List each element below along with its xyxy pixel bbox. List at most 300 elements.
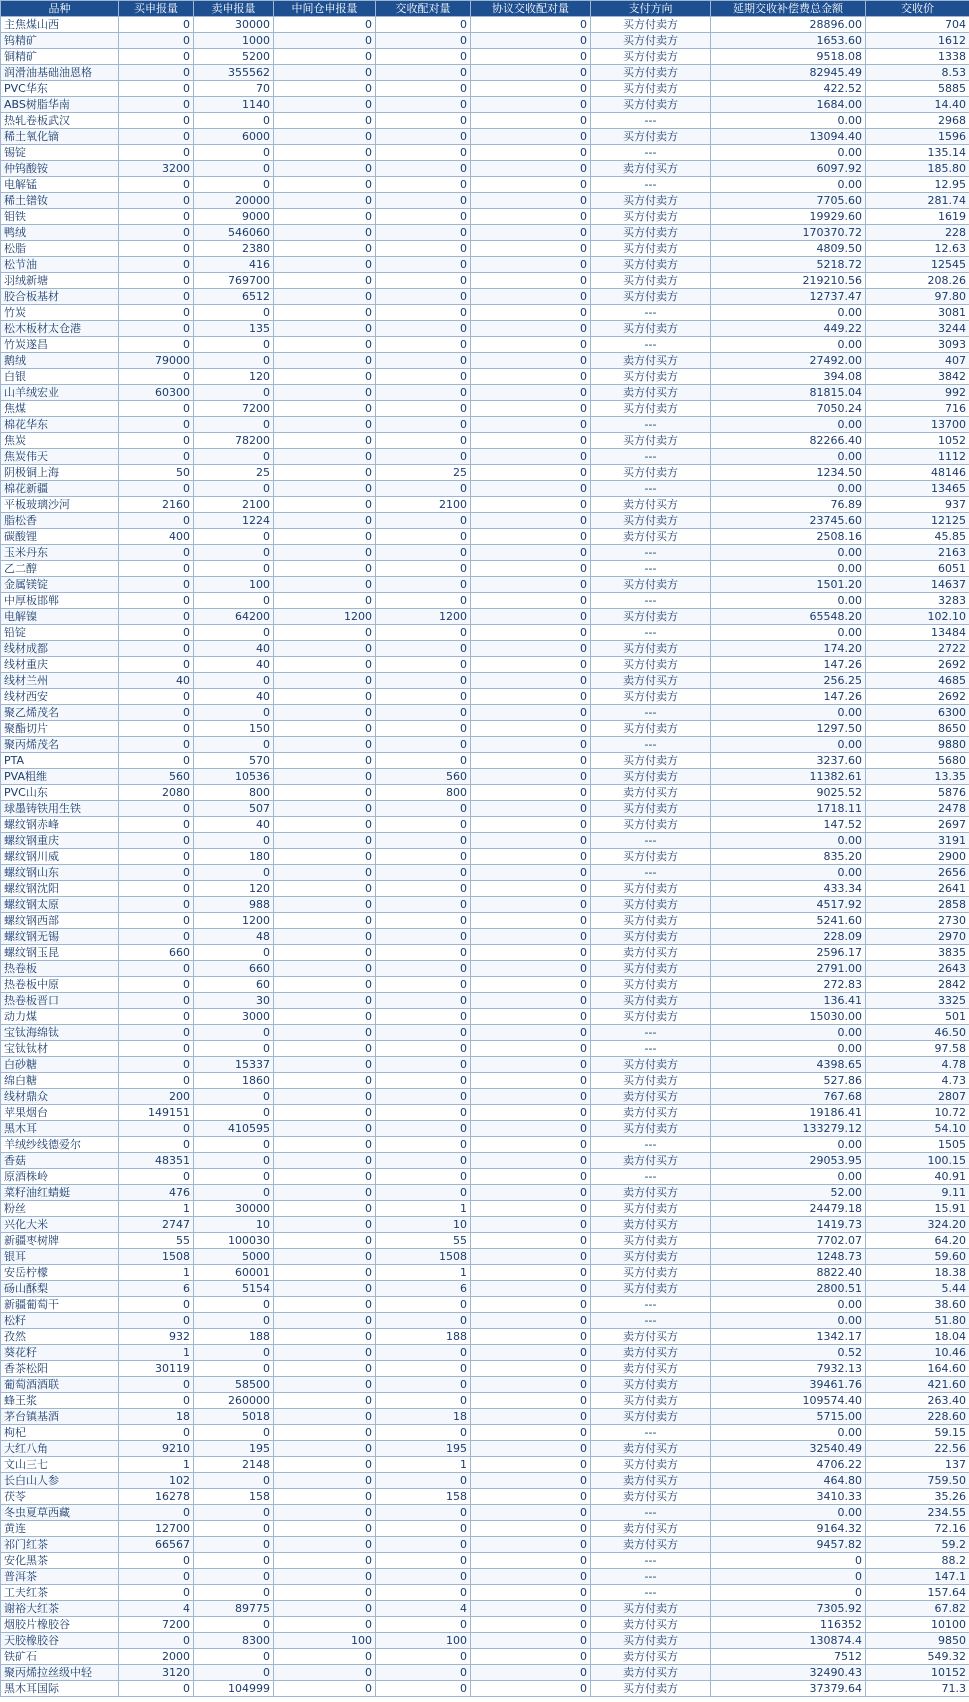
cell-variety: PVC华东: [1, 81, 119, 97]
cell-buy-qty: 1508: [119, 1249, 194, 1265]
cell-sell-qty: 0: [194, 1649, 274, 1665]
cell-middle-qty: 0: [274, 1233, 376, 1249]
table-row: [1, 1201, 969, 1217]
cell-sell-qty: 0: [194, 865, 274, 881]
cell-variety: 螺纹钢玉昆: [1, 945, 119, 961]
cell-middle-qty: 0: [274, 497, 376, 513]
cell-compensation: 0: [711, 1553, 866, 1569]
cell-buy-qty: 0: [119, 1553, 194, 1569]
cell-price: 88.2: [866, 1553, 969, 1569]
cell-sell-qty: 0: [194, 1169, 274, 1185]
cell-price: 18.04: [866, 1329, 969, 1345]
cell-variety: 绵白糖: [1, 1073, 119, 1089]
cell-match-qty: 0: [376, 145, 471, 161]
cell-price: 4.73: [866, 1073, 969, 1089]
cell-match-qty: 0: [376, 1649, 471, 1665]
cell-buy-qty: 0: [119, 961, 194, 977]
cell-agreement-qty: 0: [471, 1121, 591, 1137]
cell-pay-direction: ---: [591, 145, 711, 161]
cell-compensation: 0.00: [711, 1425, 866, 1441]
cell-match-qty: 0: [376, 705, 471, 721]
cell-price: 2970: [866, 929, 969, 945]
cell-middle-qty: 0: [274, 289, 376, 305]
cell-variety: 银耳: [1, 1249, 119, 1265]
cell-agreement-qty: 0: [471, 1137, 591, 1153]
cell-middle-qty: 0: [274, 1425, 376, 1441]
cell-agreement-qty: 0: [471, 977, 591, 993]
cell-variety: 安岳柠檬: [1, 1265, 119, 1281]
cell-agreement-qty: 0: [471, 785, 591, 801]
cell-price: 13.35: [866, 769, 969, 785]
cell-buy-qty: 0: [119, 1313, 194, 1329]
table-row: [1, 1489, 969, 1505]
cell-price: 12125: [866, 513, 969, 529]
table-row: [1, 33, 969, 49]
cell-middle-qty: 0: [274, 321, 376, 337]
cell-price: 13465: [866, 481, 969, 497]
cell-middle-qty: 0: [274, 225, 376, 241]
table-row: [1, 1601, 969, 1617]
cell-compensation: 3237.60: [711, 753, 866, 769]
cell-agreement-qty: 0: [471, 1057, 591, 1073]
cell-buy-qty: 0: [119, 481, 194, 497]
cell-agreement-qty: 0: [471, 833, 591, 849]
table-row: [1, 1457, 969, 1473]
cell-sell-qty: 0: [194, 1537, 274, 1553]
cell-buy-qty: 0: [119, 97, 194, 113]
cell-middle-qty: 0: [274, 1505, 376, 1521]
cell-sell-qty: 0: [194, 737, 274, 753]
cell-compensation: 19929.60: [711, 209, 866, 225]
cell-compensation: 1653.60: [711, 33, 866, 49]
cell-sell-qty: 1224: [194, 513, 274, 529]
cell-buy-qty: 0: [119, 17, 194, 33]
cell-buy-qty: 0: [119, 1377, 194, 1393]
cell-compensation: 0.00: [711, 1297, 866, 1313]
cell-middle-qty: 0: [274, 257, 376, 273]
cell-compensation: 0.00: [711, 593, 866, 609]
cell-sell-qty: 2148: [194, 1457, 274, 1473]
cell-agreement-qty: 0: [471, 1649, 591, 1665]
cell-sell-qty: 0: [194, 593, 274, 609]
cell-pay-direction: 买方付卖方: [591, 609, 711, 625]
cell-price: 164.60: [866, 1361, 969, 1377]
cell-middle-qty: 0: [274, 353, 376, 369]
cell-buy-qty: 48351: [119, 1153, 194, 1169]
cell-compensation: 32490.43: [711, 1665, 866, 1681]
cell-variety: ABS树脂华南: [1, 97, 119, 113]
cell-variety: 焦炭: [1, 433, 119, 449]
cell-agreement-qty: 0: [471, 849, 591, 865]
cell-variety: 棉花新疆: [1, 481, 119, 497]
cell-price: 228.60: [866, 1409, 969, 1425]
cell-sell-qty: 3000: [194, 1009, 274, 1025]
cell-variety: 钼铁: [1, 209, 119, 225]
cell-variety: 稀土氧化镝: [1, 129, 119, 145]
cell-middle-qty: 0: [274, 433, 376, 449]
cell-sell-qty: 10: [194, 1217, 274, 1233]
cell-match-qty: 0: [376, 481, 471, 497]
table-row: [1, 17, 969, 33]
cell-variety: 宝钛钛材: [1, 1041, 119, 1057]
cell-price: 208.26: [866, 273, 969, 289]
cell-buy-qty: 0: [119, 1633, 194, 1649]
cell-variety: 蜂王浆: [1, 1393, 119, 1409]
cell-compensation: 0.00: [711, 561, 866, 577]
cell-buy-qty: 932: [119, 1329, 194, 1345]
cell-pay-direction: 卖方付买方: [591, 1345, 711, 1361]
cell-price: 9880: [866, 737, 969, 753]
cell-price: 6300: [866, 705, 969, 721]
cell-match-qty: 0: [376, 1553, 471, 1569]
cell-compensation: 0.00: [711, 449, 866, 465]
cell-variety: 仲钨酸铵: [1, 161, 119, 177]
cell-variety: 螺纹钢重庆: [1, 833, 119, 849]
cell-pay-direction: 买方付卖方: [591, 1009, 711, 1025]
cell-buy-qty: 0: [119, 993, 194, 1009]
cell-agreement-qty: 0: [471, 497, 591, 513]
table-row: [1, 1633, 969, 1649]
table-row: [1, 433, 969, 449]
cell-agreement-qty: 0: [471, 897, 591, 913]
cell-middle-qty: 0: [274, 417, 376, 433]
cell-sell-qty: 120: [194, 369, 274, 385]
cell-match-qty: 0: [376, 1153, 471, 1169]
cell-sell-qty: 40: [194, 689, 274, 705]
cell-agreement-qty: 0: [471, 1537, 591, 1553]
cell-middle-qty: 0: [274, 801, 376, 817]
cell-sell-qty: 0: [194, 385, 274, 401]
cell-match-qty: 0: [376, 193, 471, 209]
cell-middle-qty: 0: [274, 1409, 376, 1425]
cell-variety: PTA: [1, 753, 119, 769]
cell-middle-qty: 0: [274, 641, 376, 657]
cell-buy-qty: 400: [119, 529, 194, 545]
cell-pay-direction: 卖方付买方: [591, 1153, 711, 1169]
cell-sell-qty: 0: [194, 1105, 274, 1121]
cell-variety: 葡萄酒酒联: [1, 1377, 119, 1393]
cell-compensation: 9518.08: [711, 49, 866, 65]
cell-pay-direction: 买方付卖方: [591, 209, 711, 225]
cell-sell-qty: 0: [194, 1585, 274, 1601]
cell-match-qty: 0: [376, 1377, 471, 1393]
cell-pay-direction: 卖方付买方: [591, 1089, 711, 1105]
cell-middle-qty: 0: [274, 65, 376, 81]
cell-match-qty: 0: [376, 337, 471, 353]
cell-buy-qty: 1: [119, 1265, 194, 1281]
cell-buy-qty: 0: [119, 657, 194, 673]
cell-variety: 新疆枣树牌: [1, 1233, 119, 1249]
cell-match-qty: 1: [376, 1265, 471, 1281]
cell-price: 12545: [866, 257, 969, 273]
cell-pay-direction: ---: [591, 1137, 711, 1153]
cell-buy-qty: 12700: [119, 1521, 194, 1537]
cell-pay-direction: 买方付卖方: [591, 849, 711, 865]
cell-agreement-qty: 0: [471, 1473, 591, 1489]
cell-buy-qty: 0: [119, 929, 194, 945]
table-row: [1, 849, 969, 865]
cell-agreement-qty: 0: [471, 913, 591, 929]
cell-price: 2730: [866, 913, 969, 929]
cell-pay-direction: 卖方付买方: [591, 1537, 711, 1553]
cell-compensation: 19186.41: [711, 1105, 866, 1121]
cell-buy-qty: 1: [119, 1345, 194, 1361]
cell-buy-qty: 0: [119, 417, 194, 433]
cell-price: 2656: [866, 865, 969, 881]
cell-sell-qty: 9000: [194, 209, 274, 225]
cell-match-qty: 0: [376, 625, 471, 641]
cell-sell-qty: 0: [194, 417, 274, 433]
cell-compensation: 9164.32: [711, 1521, 866, 1537]
cell-buy-qty: 18: [119, 1409, 194, 1425]
cell-buy-qty: 0: [119, 145, 194, 161]
cell-sell-qty: 1200: [194, 913, 274, 929]
cell-middle-qty: 0: [274, 961, 376, 977]
cell-agreement-qty: 0: [471, 209, 591, 225]
table-row: [1, 273, 969, 289]
cell-middle-qty: 0: [274, 1521, 376, 1537]
cell-variety: 线材鼎众: [1, 1089, 119, 1105]
cell-variety: 线材西安: [1, 689, 119, 705]
cell-match-qty: 0: [376, 881, 471, 897]
cell-variety: 热卷板中原: [1, 977, 119, 993]
cell-compensation: 5715.00: [711, 1409, 866, 1425]
cell-sell-qty: 0: [194, 1521, 274, 1537]
cell-match-qty: 0: [376, 833, 471, 849]
cell-agreement-qty: 0: [471, 1297, 591, 1313]
cell-middle-qty: 100: [274, 1633, 376, 1649]
cell-agreement-qty: 0: [471, 545, 591, 561]
cell-match-qty: 0: [376, 353, 471, 369]
cell-price: 71.3: [866, 1681, 969, 1697]
cell-buy-qty: 30119: [119, 1361, 194, 1377]
table-row: [1, 897, 969, 913]
cell-buy-qty: 0: [119, 241, 194, 257]
cell-compensation: 219210.56: [711, 273, 866, 289]
cell-match-qty: 2100: [376, 497, 471, 513]
cell-variety: 脂松香: [1, 513, 119, 529]
cell-match-qty: 0: [376, 753, 471, 769]
cell-agreement-qty: 0: [471, 465, 591, 481]
cell-compensation: 835.20: [711, 849, 866, 865]
cell-variety: 黑木耳: [1, 1121, 119, 1137]
cell-match-qty: 0: [376, 577, 471, 593]
cell-buy-qty: 0: [119, 449, 194, 465]
cell-agreement-qty: 0: [471, 417, 591, 433]
cell-match-qty: 800: [376, 785, 471, 801]
cell-variety: 烟胶片橡胶谷: [1, 1617, 119, 1633]
cell-pay-direction: ---: [591, 113, 711, 129]
cell-compensation: 0.00: [711, 337, 866, 353]
cell-compensation: 82945.49: [711, 65, 866, 81]
cell-pay-direction: 卖方付买方: [591, 1217, 711, 1233]
cell-price: 157.64: [866, 1585, 969, 1601]
cell-match-qty: 0: [376, 1009, 471, 1025]
table-row: [1, 593, 969, 609]
cell-agreement-qty: 0: [471, 1089, 591, 1105]
cell-middle-qty: 0: [274, 97, 376, 113]
cell-middle-qty: 0: [274, 1169, 376, 1185]
cell-sell-qty: 195: [194, 1441, 274, 1457]
table-row: [1, 737, 969, 753]
cell-pay-direction: 买方付卖方: [591, 433, 711, 449]
cell-match-qty: 0: [376, 209, 471, 225]
cell-pay-direction: 卖方付买方: [591, 1521, 711, 1537]
cell-compensation: 394.08: [711, 369, 866, 385]
cell-sell-qty: 30000: [194, 17, 274, 33]
cell-price: 9850: [866, 1633, 969, 1649]
cell-price: 2697: [866, 817, 969, 833]
table-row: [1, 1041, 969, 1057]
cell-buy-qty: 0: [119, 1393, 194, 1409]
cell-variety: 线材兰州: [1, 673, 119, 689]
cell-buy-qty: 2000: [119, 1649, 194, 1665]
cell-pay-direction: ---: [591, 1553, 711, 1569]
cell-match-qty: 0: [376, 929, 471, 945]
cell-variety: 鸭绒: [1, 225, 119, 241]
cell-variety: 主焦煤山西: [1, 17, 119, 33]
cell-compensation: 170370.72: [711, 225, 866, 241]
cell-compensation: 4809.50: [711, 241, 866, 257]
cell-price: 14637: [866, 577, 969, 593]
cell-price: 147.1: [866, 1569, 969, 1585]
cell-match-qty: 0: [376, 913, 471, 929]
cell-agreement-qty: 0: [471, 881, 591, 897]
cell-middle-qty: 0: [274, 1569, 376, 1585]
cell-price: 10100: [866, 1617, 969, 1633]
cell-pay-direction: 买方付卖方: [591, 289, 711, 305]
cell-pay-direction: 买方付卖方: [591, 193, 711, 209]
cell-agreement-qty: 0: [471, 145, 591, 161]
table-row: [1, 1521, 969, 1537]
cell-buy-qty: 0: [119, 129, 194, 145]
cell-pay-direction: 买方付卖方: [591, 961, 711, 977]
cell-middle-qty: 0: [274, 673, 376, 689]
cell-match-qty: 1200: [376, 609, 471, 625]
cell-price: 5680: [866, 753, 969, 769]
cell-middle-qty: 0: [274, 849, 376, 865]
cell-agreement-qty: 0: [471, 225, 591, 241]
cell-buy-qty: 0: [119, 65, 194, 81]
table-row: [1, 1009, 969, 1025]
table-row: [1, 1345, 969, 1361]
cell-variety: 螺纹钢太原: [1, 897, 119, 913]
table-row: [1, 241, 969, 257]
cell-agreement-qty: 0: [471, 1073, 591, 1089]
cell-variety: 白银: [1, 369, 119, 385]
cell-variety: 平板玻璃沙河: [1, 497, 119, 513]
cell-middle-qty: 0: [274, 1297, 376, 1313]
cell-buy-qty: 0: [119, 817, 194, 833]
cell-match-qty: 0: [376, 801, 471, 817]
cell-price: 1112: [866, 449, 969, 465]
cell-price: 324.20: [866, 1217, 969, 1233]
cell-price: 5885: [866, 81, 969, 97]
cell-compensation: 76.89: [711, 497, 866, 513]
cell-buy-qty: 9210: [119, 1441, 194, 1457]
cell-buy-qty: 0: [119, 897, 194, 913]
cell-variety: 松木板材太仓港: [1, 321, 119, 337]
cell-pay-direction: ---: [591, 1041, 711, 1057]
cell-sell-qty: 0: [194, 1569, 274, 1585]
cell-agreement-qty: 0: [471, 401, 591, 417]
cell-variety: 锡锭: [1, 145, 119, 161]
cell-compensation: 0.00: [711, 1137, 866, 1153]
col-header-middle-qty: 中间仓申报量: [274, 1, 376, 17]
cell-match-qty: 0: [376, 1169, 471, 1185]
cell-agreement-qty: 0: [471, 657, 591, 673]
cell-compensation: 527.86: [711, 1073, 866, 1089]
cell-price: 59.60: [866, 1249, 969, 1265]
cell-variety: 球墨铸铁用生铁: [1, 801, 119, 817]
cell-sell-qty: 0: [194, 1137, 274, 1153]
cell-price: 992: [866, 385, 969, 401]
cell-agreement-qty: 0: [471, 1553, 591, 1569]
cell-sell-qty: 0: [194, 113, 274, 129]
cell-buy-qty: 0: [119, 1297, 194, 1313]
cell-agreement-qty: 0: [471, 33, 591, 49]
cell-match-qty: 0: [376, 1617, 471, 1633]
cell-price: 102.10: [866, 609, 969, 625]
cell-agreement-qty: 0: [471, 481, 591, 497]
cell-match-qty: 0: [376, 1185, 471, 1201]
cell-buy-qty: 0: [119, 1569, 194, 1585]
cell-price: 2900: [866, 849, 969, 865]
cell-agreement-qty: 0: [471, 945, 591, 961]
table-row: [1, 81, 969, 97]
table-row: [1, 1377, 969, 1393]
cell-compensation: 147.26: [711, 657, 866, 673]
cell-pay-direction: ---: [591, 337, 711, 353]
cell-compensation: 0.00: [711, 865, 866, 881]
cell-middle-qty: 0: [274, 1441, 376, 1457]
cell-pay-direction: 买方付卖方: [591, 769, 711, 785]
cell-pay-direction: ---: [591, 417, 711, 433]
col-header-buy-qty: 买申报量: [119, 1, 194, 17]
cell-compensation: 0.00: [711, 481, 866, 497]
table-row: [1, 1185, 969, 1201]
cell-match-qty: 188: [376, 1329, 471, 1345]
cell-middle-qty: 0: [274, 977, 376, 993]
cell-buy-qty: 0: [119, 865, 194, 881]
cell-price: 51.80: [866, 1313, 969, 1329]
table-row: [1, 1217, 969, 1233]
cell-variety: 热轧卷板武汉: [1, 113, 119, 129]
cell-middle-qty: 0: [274, 625, 376, 641]
cell-middle-qty: 0: [274, 897, 376, 913]
cell-match-qty: 0: [376, 225, 471, 241]
cell-buy-qty: 0: [119, 289, 194, 305]
cell-sell-qty: 15337: [194, 1057, 274, 1073]
table-row: [1, 1137, 969, 1153]
cell-match-qty: 0: [376, 673, 471, 689]
cell-variety: 金属镁锭: [1, 577, 119, 593]
cell-pay-direction: ---: [591, 1569, 711, 1585]
cell-pay-direction: 卖方付买方: [591, 1185, 711, 1201]
cell-middle-qty: 0: [274, 833, 376, 849]
cell-match-qty: 0: [376, 1537, 471, 1553]
cell-variety: 玉米丹东: [1, 545, 119, 561]
cell-sell-qty: 0: [194, 161, 274, 177]
cell-agreement-qty: 0: [471, 1105, 591, 1121]
cell-pay-direction: 买方付卖方: [591, 129, 711, 145]
cell-buy-qty: 6: [119, 1281, 194, 1297]
cell-compensation: 133279.12: [711, 1121, 866, 1137]
cell-middle-qty: 0: [274, 1617, 376, 1633]
cell-match-qty: 0: [376, 273, 471, 289]
cell-agreement-qty: 0: [471, 1665, 591, 1681]
cell-middle-qty: 0: [274, 1329, 376, 1345]
